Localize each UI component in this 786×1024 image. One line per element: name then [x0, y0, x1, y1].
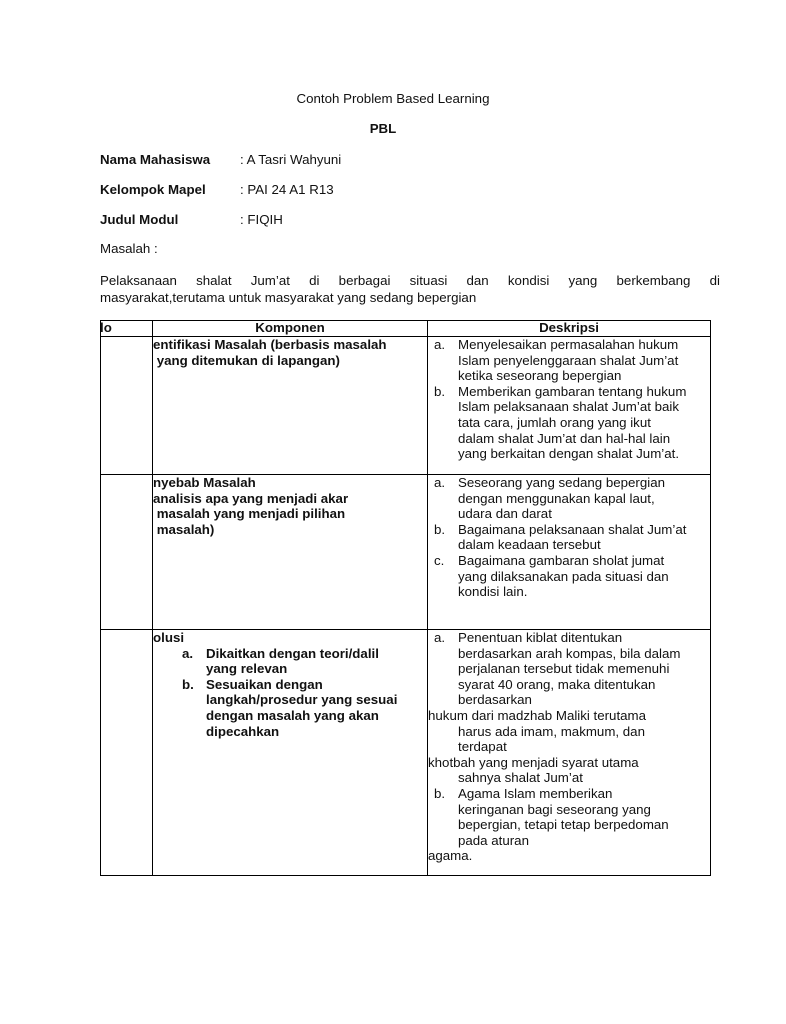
list-line: Bagaimana pelaksanaan shalat Jum’at — [458, 521, 687, 537]
list-line: udara dan darat — [458, 506, 552, 522]
masalah-line-2: masyarakat,terutama untuk masyarakat yang sedang bepergian — [100, 290, 477, 305]
list-line: dengan masalah yang akan — [206, 707, 379, 723]
document-title: Contoh Problem Based Learning — [296, 91, 490, 106]
list-marker: a. — [434, 630, 446, 645]
table-divider-1 — [152, 320, 153, 876]
document-subtitle: PBL — [369, 121, 397, 136]
list-line: dipecahkan — [206, 723, 280, 739]
header-deskripsi: Deskripsi — [539, 320, 599, 335]
list-marker: b. — [434, 785, 446, 801]
list-line: Islam penyelenggaraan shalat Jum’at — [458, 352, 679, 368]
field-value-nama: : A Tasri Wahyuni — [240, 152, 342, 167]
row1-komponen-line: entifikasi Masalah (berbasis masalah — [153, 337, 387, 352]
field-value-judul: : FIQIH — [240, 212, 283, 227]
list-line: Agama Islam memberikan — [458, 785, 613, 801]
list-line: berdasarkan — [458, 692, 532, 708]
list-line: dengan menggunakan kapal laut, — [458, 490, 655, 506]
list-item — [434, 337, 708, 384]
field-label-kelompok: Kelompok Mapel — [100, 182, 206, 197]
list-item — [434, 630, 708, 708]
list-line: kondisi lain. — [458, 584, 528, 600]
deskripsi-text-line: terdapat — [458, 739, 507, 755]
list-line: keringanan bagi seseorang yang — [458, 801, 651, 817]
row3-komponen — [153, 630, 427, 739]
list-line: Memberikan gambaran tentang hukum — [458, 383, 687, 399]
row2-komponen-line: masalah) — [153, 521, 215, 537]
list-line: yang dilaksanakan pada situasi dan — [458, 568, 669, 584]
list-line: Sesuaikan dengan — [206, 676, 323, 692]
list-line: pada aturan — [458, 832, 529, 848]
deskripsi-text-line: harus ada imam, makmum, dan — [458, 723, 645, 739]
list-line: Menyelesaikan permasalahan hukum — [458, 337, 679, 352]
list-marker: a. — [434, 475, 446, 490]
list-line: ketika seseorang bepergian — [458, 368, 622, 384]
list-item — [182, 646, 427, 677]
row2-komponen — [153, 475, 427, 537]
list-line: Seseorang yang sedang bepergian — [458, 475, 666, 490]
masalah-label: Masalah : — [100, 241, 158, 256]
list-item — [434, 384, 708, 462]
masalah-paragraph — [100, 272, 720, 306]
deskripsi-text-line: hukum dari madzhab Maliki terutama — [428, 707, 647, 723]
masalah-line-1: Pelaksanaan shalat Jum’at di berbagai situasi dan kondisi yang berkembang di — [100, 273, 720, 288]
table-border-right — [710, 320, 711, 876]
list-item — [182, 677, 427, 739]
list-item — [434, 475, 708, 522]
list-item — [434, 522, 708, 553]
list-line: syarat 40 orang, maka ditentukan — [458, 676, 656, 692]
list-line: dalam keadaan tersebut — [458, 537, 601, 553]
list-marker: a. — [182, 645, 194, 661]
list-item — [434, 553, 708, 600]
list-line: Bagaimana gambaran sholat jumat — [458, 552, 665, 568]
table-border-bottom — [100, 875, 711, 876]
field-label-nama: Nama Mahasiswa — [100, 152, 211, 167]
table-divider-2 — [427, 320, 428, 876]
list-item — [434, 786, 708, 848]
list-line: perjalanan tersebut tidak memenuhi — [458, 661, 670, 677]
header-no: lo — [100, 320, 112, 335]
list-line: dalam shalat Jum’at dan hal-hal lain — [458, 430, 671, 446]
field-label-judul: Judul Modul — [100, 212, 179, 227]
list-marker: c. — [434, 552, 445, 568]
row1-deskripsi — [434, 337, 708, 462]
row3-deskripsi — [428, 630, 708, 864]
list-line: yang berkaitan dengan shalat Jum’at. — [458, 446, 680, 462]
list-marker: b. — [182, 676, 194, 692]
deskripsi-text-line: sahnya shalat Jum’at — [458, 770, 583, 786]
header-komponen: Komponen — [255, 320, 325, 335]
row3-komponen-head: olusi — [153, 630, 185, 645]
list-line: langkah/prosedur yang sesuai — [206, 692, 398, 708]
list-line: yang relevan — [206, 661, 288, 677]
row2-komponen-line: analisis apa yang menjadi akar — [153, 490, 349, 506]
list-line: Dikaitkan dengan teori/dalil — [206, 645, 379, 661]
list-line: bepergian, tetapi tetap berpedoman — [458, 817, 669, 833]
deskripsi-text-line: khotbah yang menjadi syarat utama — [428, 754, 639, 770]
deskripsi-text-line: agama. — [428, 848, 473, 864]
list-line: berdasarkan arah kompas, bila dalam — [458, 645, 681, 661]
row1-komponen — [153, 337, 427, 368]
table-border-left — [100, 320, 101, 876]
pbl-table — [100, 320, 711, 876]
list-marker: a. — [434, 337, 446, 352]
row2-deskripsi — [434, 475, 708, 600]
list-line: tata cara, jumlah orang yang ikut — [458, 414, 651, 430]
row1-komponen-line: yang ditemukan di lapangan) — [153, 352, 340, 368]
list-marker: b. — [434, 521, 446, 537]
field-value-kelompok: : PAI 24 A1 R13 — [240, 182, 334, 197]
row2-komponen-line: nyebab Masalah — [153, 475, 256, 490]
list-line: Islam pelaksanaan shalat Jum’at baik — [458, 399, 679, 415]
list-line: Penentuan kiblat ditentukan — [458, 630, 623, 645]
row2-komponen-line: masalah yang menjadi pilihan — [153, 506, 346, 522]
list-marker: b. — [434, 383, 446, 399]
